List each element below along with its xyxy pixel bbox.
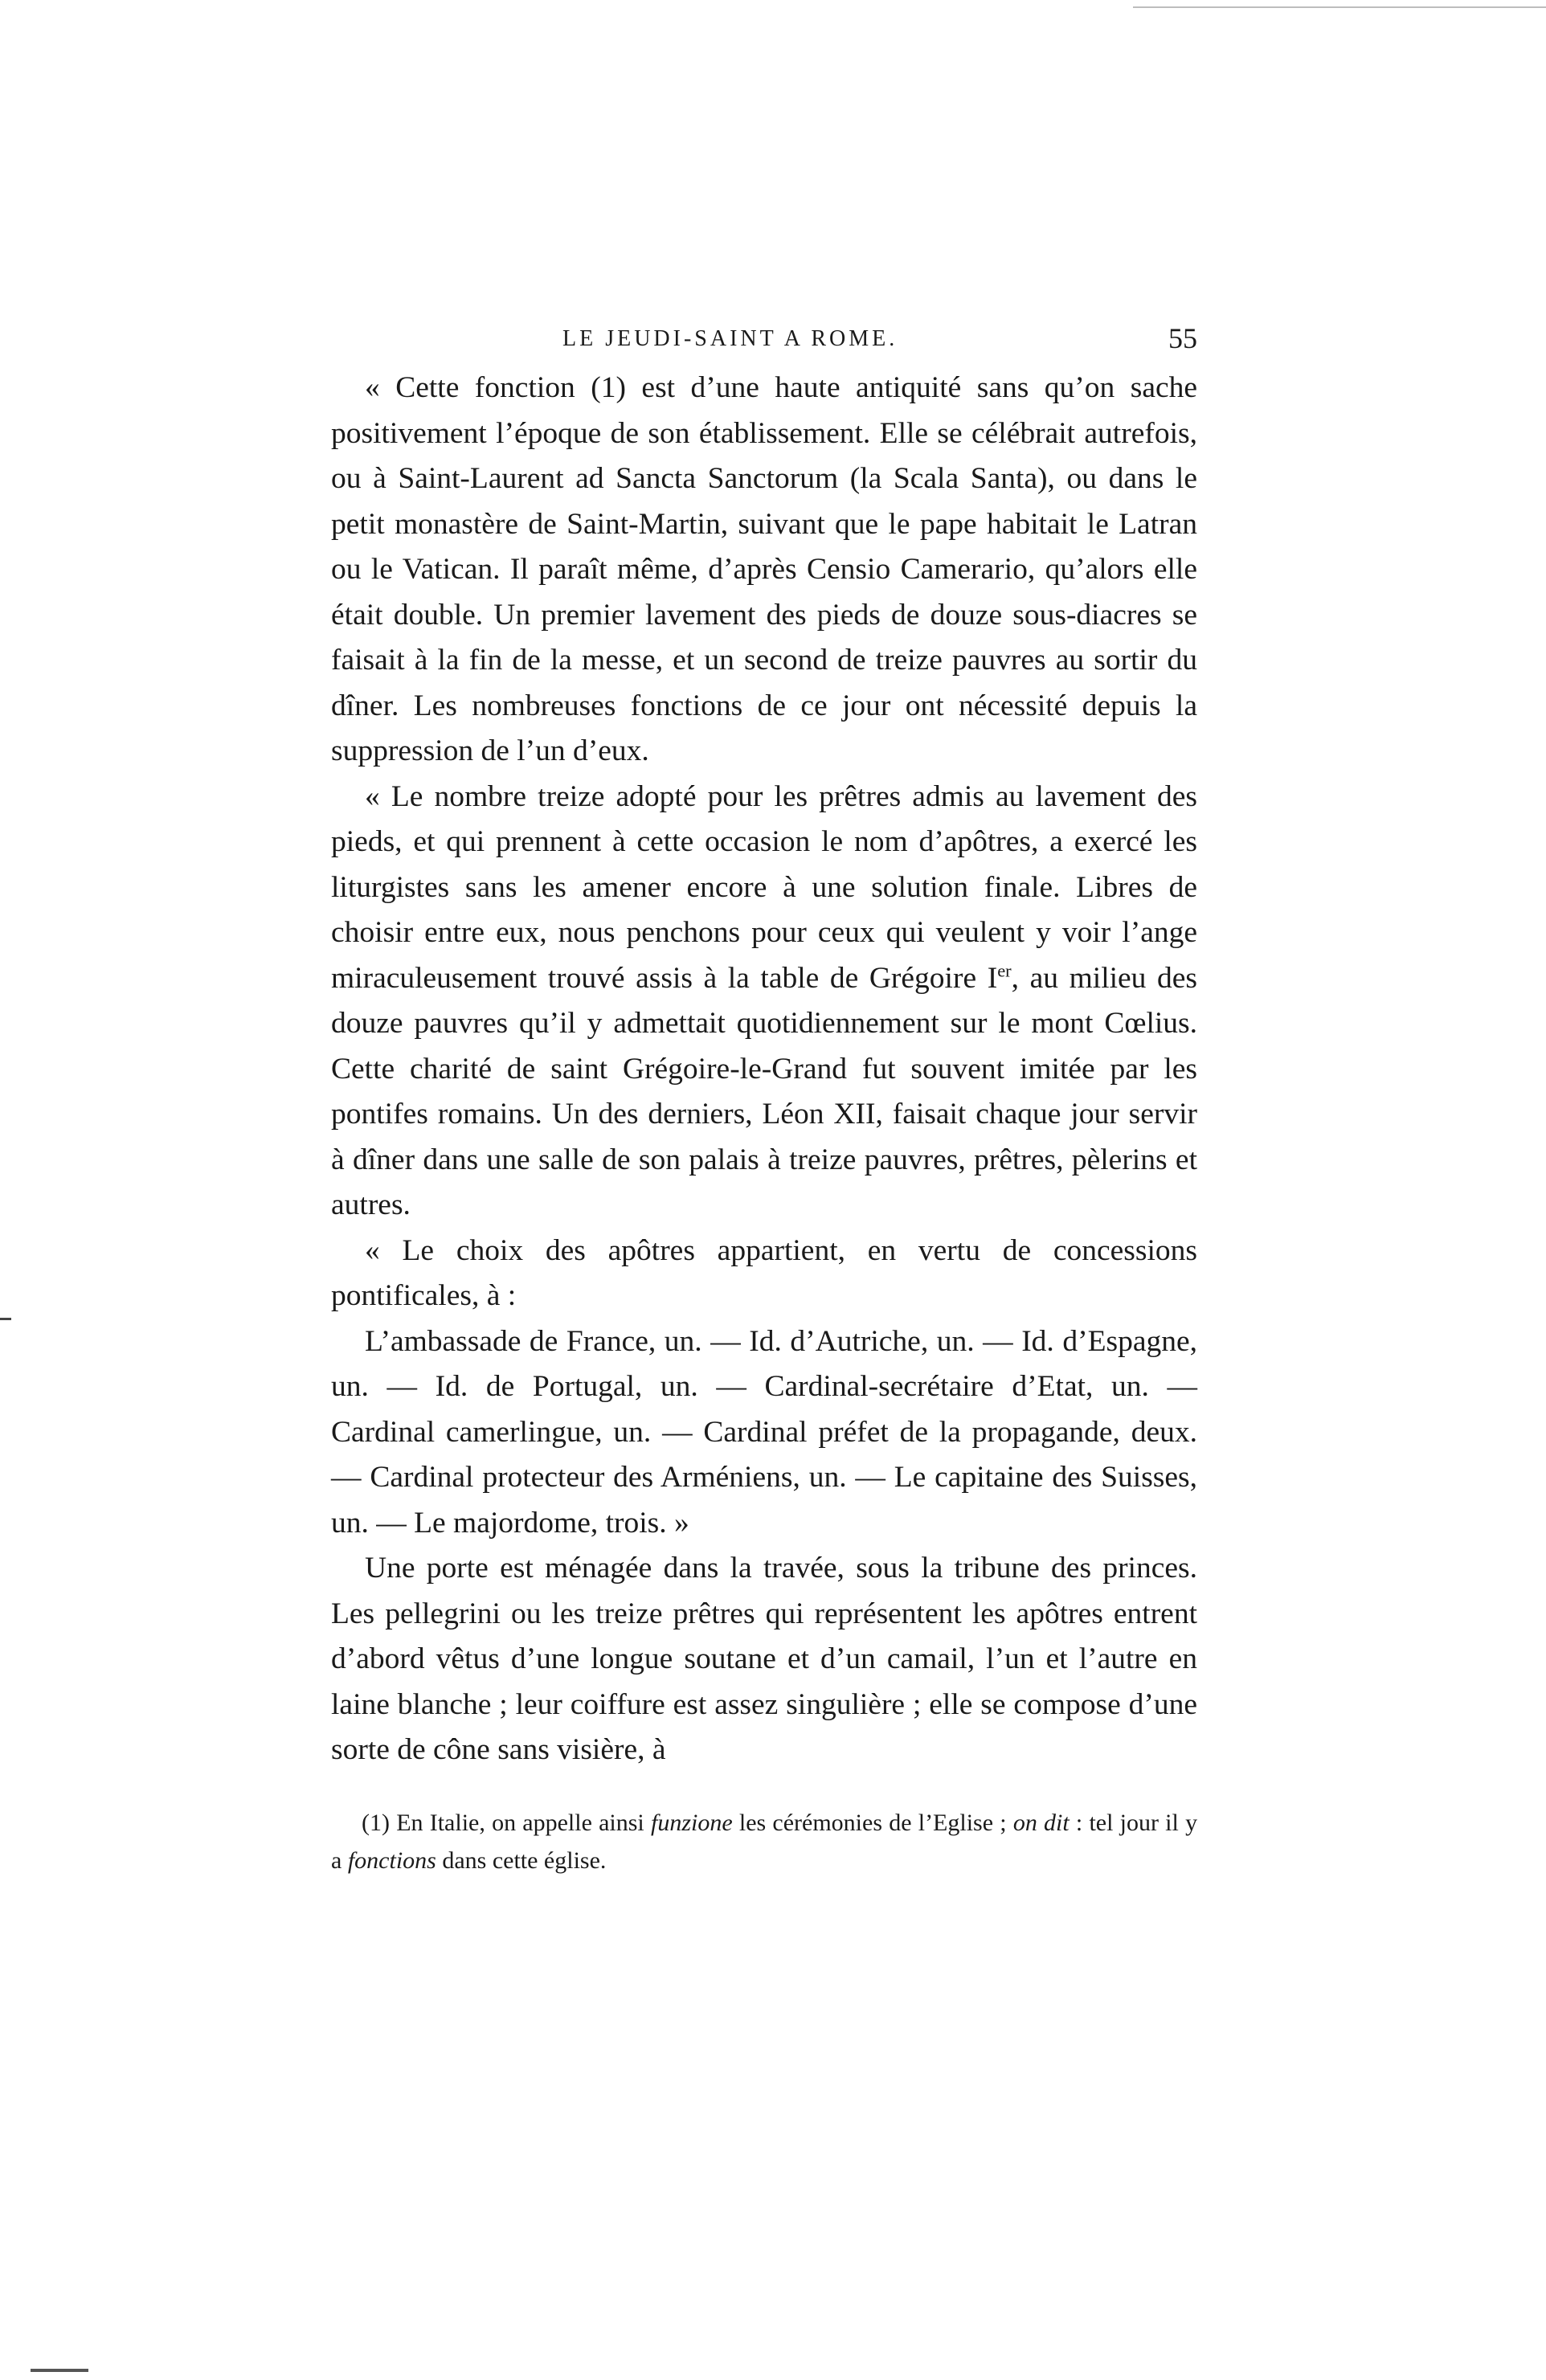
footnote-term-funzione: funzione [650,1810,733,1836]
top-edge-rule [1133,6,1546,8]
paragraph-2 [331,775,1197,1229]
paragraph-2-text: « Le nombre treize adopté pour les prêtres admis au lavement des pieds, et qui prennent à cette occasion le nom d’apôtres, a exercé les liturgistes sans les amener encore à une solution finale. Libres de choisir entre eux, nous penchons pour ceux qui veulent y voir l’ange miraculeusement trouvé assis à la table de Grégoire I [331,779,1197,995]
page-number: 55 [1168,322,1197,354]
footnote [331,1804,1197,1879]
footnote-term-fonctions: fonctions [347,1847,436,1874]
paragraph-2-superscript: er [997,960,1012,980]
footnote-middle: les cérémonies de l’Eglise ; [738,1810,1007,1836]
paragraph-1: « Cette fonction (1) est d’une haute antiquité sans qu’on sache positivement l’époque de son établissement. Elle se célébrait autrefois, ou à Saint-Laurent ad Sancta Sanctorum (la Scala Santa), ou dans le petit monastère de Saint-Martin, suivant que le pape habitait le Latran ou le Vatican. Il paraît même, d’après Censio Camerario, qu’alors elle était double. Un premier lavement des pieds de douze sous-diacres se faisait à la fin de la messe, et un second de treize pauvres au sortir du dîner. Les nombreuses fonctions de ce jour ont nécessité depuis la suppression de l’un d’eux. [331,371,1197,767]
footnote-term-on-dit: on dit [1012,1810,1070,1836]
bottom-margin-smudge [31,2369,88,2372]
footnote-marker: (1) [362,1810,390,1836]
paragraph-5: Une porte est ménagée dans la travée, sous la tribune des princes. Les pellegrini ou les treize prêtres qui représentent les apôtres entrent d’abord vêtus d’une longue soutane et d’un camail, l’un et l’autre en laine blanche ; leur coiffure est assez singulière ; elle se compose d’une sorte de cône sans visière, à [331,1552,1197,1766]
footnote-after-term: : tel jour il y a [331,1810,1198,1874]
footnote-lead: En Italie, on appelle ainsi [396,1810,644,1836]
footnote-tail: dans cette église. [442,1847,607,1874]
page-header [562,321,1197,362]
paragraph-2-continuation: , au milieu des douze pauvres qu’il y admettait quotidiennement sur le mont Cœlius. Cette charité de saint Grégoire-le-Grand fut souvent imitée par les pontifes romains. Un des derniers, Léon XII, faisait chaque jour servir à dîner dans une salle de son palais à treize pauvres, prêtres, pèlerins et autres. [331,961,1197,1221]
body-text [331,366,1197,1773]
paragraph-3: « Le choix des apôtres appartient, en vertu de concessions pontificales, à : [331,1233,1197,1312]
paragraph-4: L’ambassade de France, un. — Id. d’Autriche, un. — Id. d’Espagne, un. — Id. de Portugal, un. — Cardinal-secrétaire d’Etat, un. — Cardinal camerlingue, un. — Cardinal préfet de la propagande, deux. — Cardinal protecteur des Arméniens, un. — Le capitaine des Suisses, un. — Le majordome, trois. » [331,1324,1197,1540]
left-margin-mark [0,1318,11,1320]
running-head: LE JEUDI-SAINT A ROME. [562,326,898,351]
